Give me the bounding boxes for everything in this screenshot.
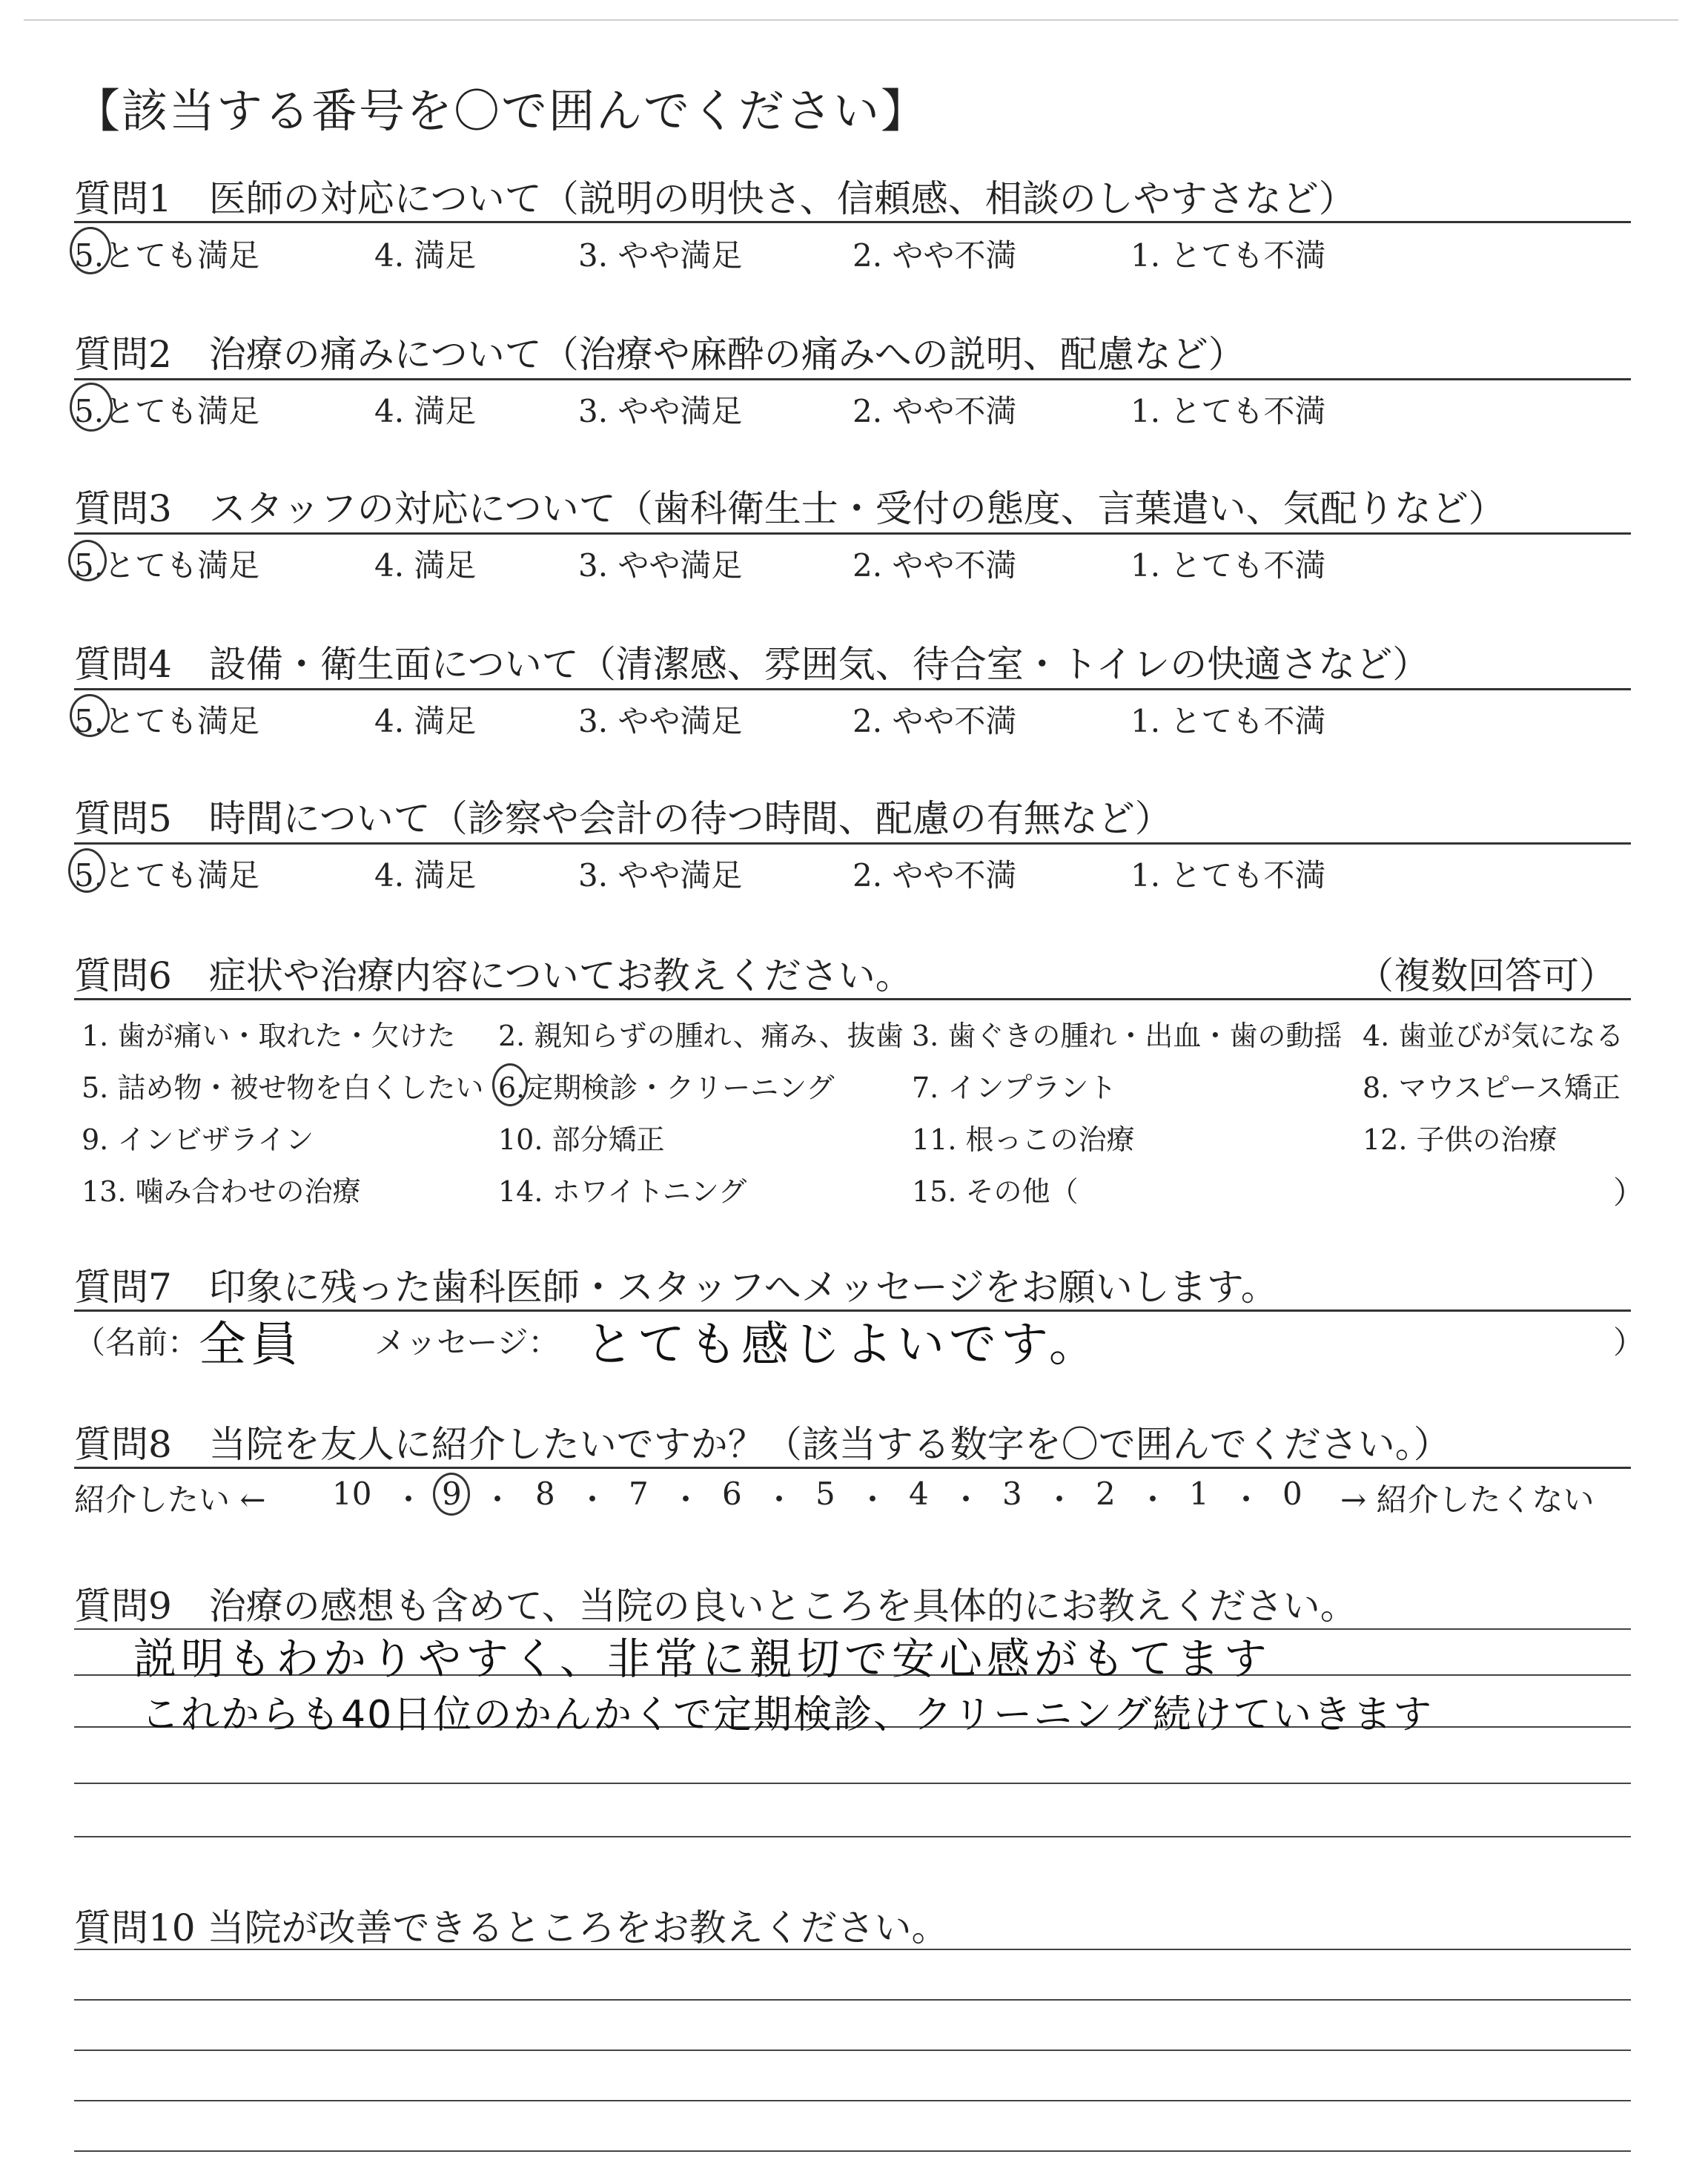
q6-selection-circle (492, 1063, 528, 1106)
question-7-title: 質問7 印象に残った歯科医師・スタッフへメッセージをお願いします。 (74, 1266, 1278, 1309)
q8-dot: ・ (393, 1482, 425, 1518)
q8-scale-1[interactable]: 1 (1189, 1476, 1209, 1512)
q7-close-paren: ） (1613, 1324, 1645, 1361)
q8-scale-10[interactable]: 10 (332, 1476, 372, 1512)
q2-selection-circle (70, 383, 113, 432)
q8-scale-0[interactable]: 0 (1282, 1476, 1302, 1512)
q8-scale-7[interactable]: 7 (629, 1476, 649, 1512)
q5-option-2[interactable]: 2. やや不満 (853, 857, 1017, 894)
question-10-title: 質問10 当院が改善できるところをお教えください。 (74, 1906, 949, 1949)
question-6-rule (74, 998, 1631, 1000)
q8-dot: ・ (577, 1482, 609, 1518)
page-header: 【該当する番号を〇で囲んでください】 (74, 84, 929, 138)
q7-name-value[interactable]: 全員 (199, 1318, 302, 1373)
q9-line (74, 1836, 1631, 1837)
q8-dot: ・ (1044, 1482, 1076, 1518)
q8-dot: ・ (950, 1482, 982, 1518)
q9-line (74, 1783, 1631, 1784)
q8-dot: ・ (1137, 1482, 1169, 1518)
question-8-title: 質問8 当院を友人に紹介したいですか？（該当する数字を〇で囲んでください。） (74, 1423, 1451, 1466)
q10-line (74, 1999, 1631, 2001)
question-5-title: 質問5 時間について（診察や会計の待つ時間、配慮の有無など） (74, 797, 1172, 840)
q10-line (74, 2150, 1631, 2152)
q6-item-2[interactable]: 2. 親知らずの腫れ、痛み、抜歯 (498, 1020, 904, 1052)
question-4-rule (74, 688, 1631, 690)
q8-dot: ・ (670, 1482, 702, 1518)
q6-item-13[interactable]: 13. 噛み合わせの治療 (82, 1175, 361, 1208)
q8-scale-5[interactable]: 5 (815, 1476, 835, 1512)
q5-selection-circle (68, 848, 105, 893)
q6-item-7[interactable]: 7. インプラント (912, 1071, 1117, 1104)
q1-option-3[interactable]: 3. やや満足 (578, 237, 743, 274)
q9-answer-line-1[interactable]: 説明もわかりやすく、非常に親切で安心感がもてます (133, 1634, 1271, 1684)
q2-option-4[interactable]: 4. 満足 (374, 393, 477, 429)
question-2-rule (74, 378, 1631, 380)
question-9-title: 質問9 治療の感想も含めて、当院の良いところを具体的にお教えください。 (74, 1585, 1357, 1628)
q1-option-5[interactable]: 5.とても満足 (74, 237, 260, 274)
q10-line (74, 1949, 1631, 1950)
q3-option-1[interactable]: 1. とても不満 (1131, 547, 1326, 584)
q6-item-4[interactable]: 4. 歯並びが気になる (1363, 1020, 1624, 1052)
question-1-title: 質問1 医師の対応について（説明の明快さ、信頼感、相談のしやすさなど） (74, 177, 1356, 220)
q4-option-4[interactable]: 4. 満足 (374, 703, 477, 739)
question-6-title: 質問6 症状や治療内容についてお教えください。 (74, 954, 913, 997)
q8-right-label: → 紹介したくない (1340, 1482, 1595, 1518)
question-8-rule (74, 1467, 1631, 1469)
q8-scale-8[interactable]: 8 (535, 1476, 555, 1512)
q6-item-6[interactable]: 6.定期検診・クリーニング (498, 1071, 835, 1104)
q5-option-5[interactable]: 5.とても満足 (74, 857, 260, 894)
question-4-title: 質問4 設備・衛生面について（清潔感、雰囲気、待合室・トイレの快適さなど） (74, 643, 1430, 686)
q1-option-1[interactable]: 1. とても不満 (1131, 237, 1326, 274)
q8-scale-4[interactable]: 4 (909, 1476, 929, 1512)
q7-name-label: （名前： (74, 1324, 199, 1361)
q3-option-2[interactable]: 2. やや不満 (853, 547, 1017, 584)
q2-option-2[interactable]: 2. やや不満 (853, 393, 1017, 429)
q2-option-1[interactable]: 1. とても不満 (1131, 393, 1326, 429)
q8-scale-9[interactable]: 9 (442, 1476, 462, 1512)
q3-option-4[interactable]: 4. 満足 (374, 547, 477, 584)
q6-item-9[interactable]: 9. インビザライン (82, 1123, 314, 1156)
q5-option-4[interactable]: 4. 満足 (374, 857, 477, 894)
q4-option-1[interactable]: 1. とても不満 (1131, 703, 1326, 739)
q5-option-1[interactable]: 1. とても不満 (1131, 857, 1326, 894)
q8-dot: ・ (482, 1482, 514, 1518)
top-border (24, 19, 1678, 21)
q3-option-5[interactable]: 5.とても満足 (74, 547, 260, 584)
q6-item-12[interactable]: 12. 子供の治療 (1363, 1123, 1558, 1156)
q5-option-3[interactable]: 3. やや満足 (578, 857, 743, 894)
q6-item-8[interactable]: 8. マウスピース矯正 (1363, 1071, 1621, 1104)
q3-option-3[interactable]: 3. やや満足 (578, 547, 743, 584)
q2-option-3[interactable]: 3. やや満足 (578, 393, 743, 429)
question-3-title: 質問3 スタッフの対応について（歯科衛生士・受付の態度、言葉遣い、気配りなど） (74, 487, 1506, 530)
q4-option-2[interactable]: 2. やや不満 (853, 703, 1017, 739)
q8-scale-3[interactable]: 3 (1002, 1476, 1022, 1512)
q8-left-label: 紹介したい ← (74, 1482, 266, 1518)
q8-scale-2[interactable]: 2 (1096, 1476, 1116, 1512)
q7-message-label: メッセージ： (374, 1324, 560, 1361)
q6-item-3[interactable]: 3. 歯ぐきの腫れ・出血・歯の動揺 (912, 1020, 1343, 1052)
q4-option-3[interactable]: 3. やや満足 (578, 703, 743, 739)
q6-item-1[interactable]: 1. 歯が痛い・取れた・欠けた (82, 1020, 456, 1052)
q6-item-5[interactable]: 5. 詰め物・被せ物を白くしたい (82, 1071, 484, 1104)
q1-selection-circle (70, 227, 111, 274)
q7-message-value[interactable]: とても感じよいです。 (586, 1318, 1101, 1373)
q3-selection-circle (68, 540, 107, 581)
q10-line (74, 2050, 1631, 2051)
q8-scale-6[interactable]: 6 (722, 1476, 742, 1512)
q6-item-10[interactable]: 10. 部分矯正 (498, 1123, 665, 1156)
q6-other-close-paren: ） (1613, 1175, 1645, 1211)
question-2-title: 質問2 治療の痛みについて（治療や麻酔の痛みへの説明、配慮など） (74, 333, 1245, 376)
q10-line (74, 2100, 1631, 2101)
q4-selection-circle (70, 694, 110, 737)
q1-option-4[interactable]: 4. 満足 (374, 237, 477, 274)
question-5-rule (74, 842, 1631, 845)
q8-dot: ・ (857, 1482, 889, 1518)
question-1-rule (74, 221, 1631, 223)
q1-option-2[interactable]: 2. やや不満 (853, 237, 1017, 274)
q8-selection-circle (433, 1473, 470, 1516)
q6-item-14[interactable]: 14. ホワイトニング (498, 1175, 747, 1208)
q2-option-5[interactable]: 5.とても満足 (74, 393, 260, 429)
q6-item-11[interactable]: 11. 根っこの治療 (912, 1123, 1135, 1156)
q4-option-5[interactable]: 5.とても満足 (74, 703, 260, 739)
question-6-note: （複数回答可） (1357, 954, 1616, 997)
q8-dot: ・ (764, 1482, 795, 1518)
q9-answer-line-2[interactable]: これからも40日位のかんかくで定期検診、クリーニング続けていきます (141, 1693, 1434, 1737)
q6-item-15[interactable]: 15. その他（ (912, 1175, 1079, 1208)
question-3-rule (74, 532, 1631, 535)
q8-dot: ・ (1231, 1482, 1262, 1518)
